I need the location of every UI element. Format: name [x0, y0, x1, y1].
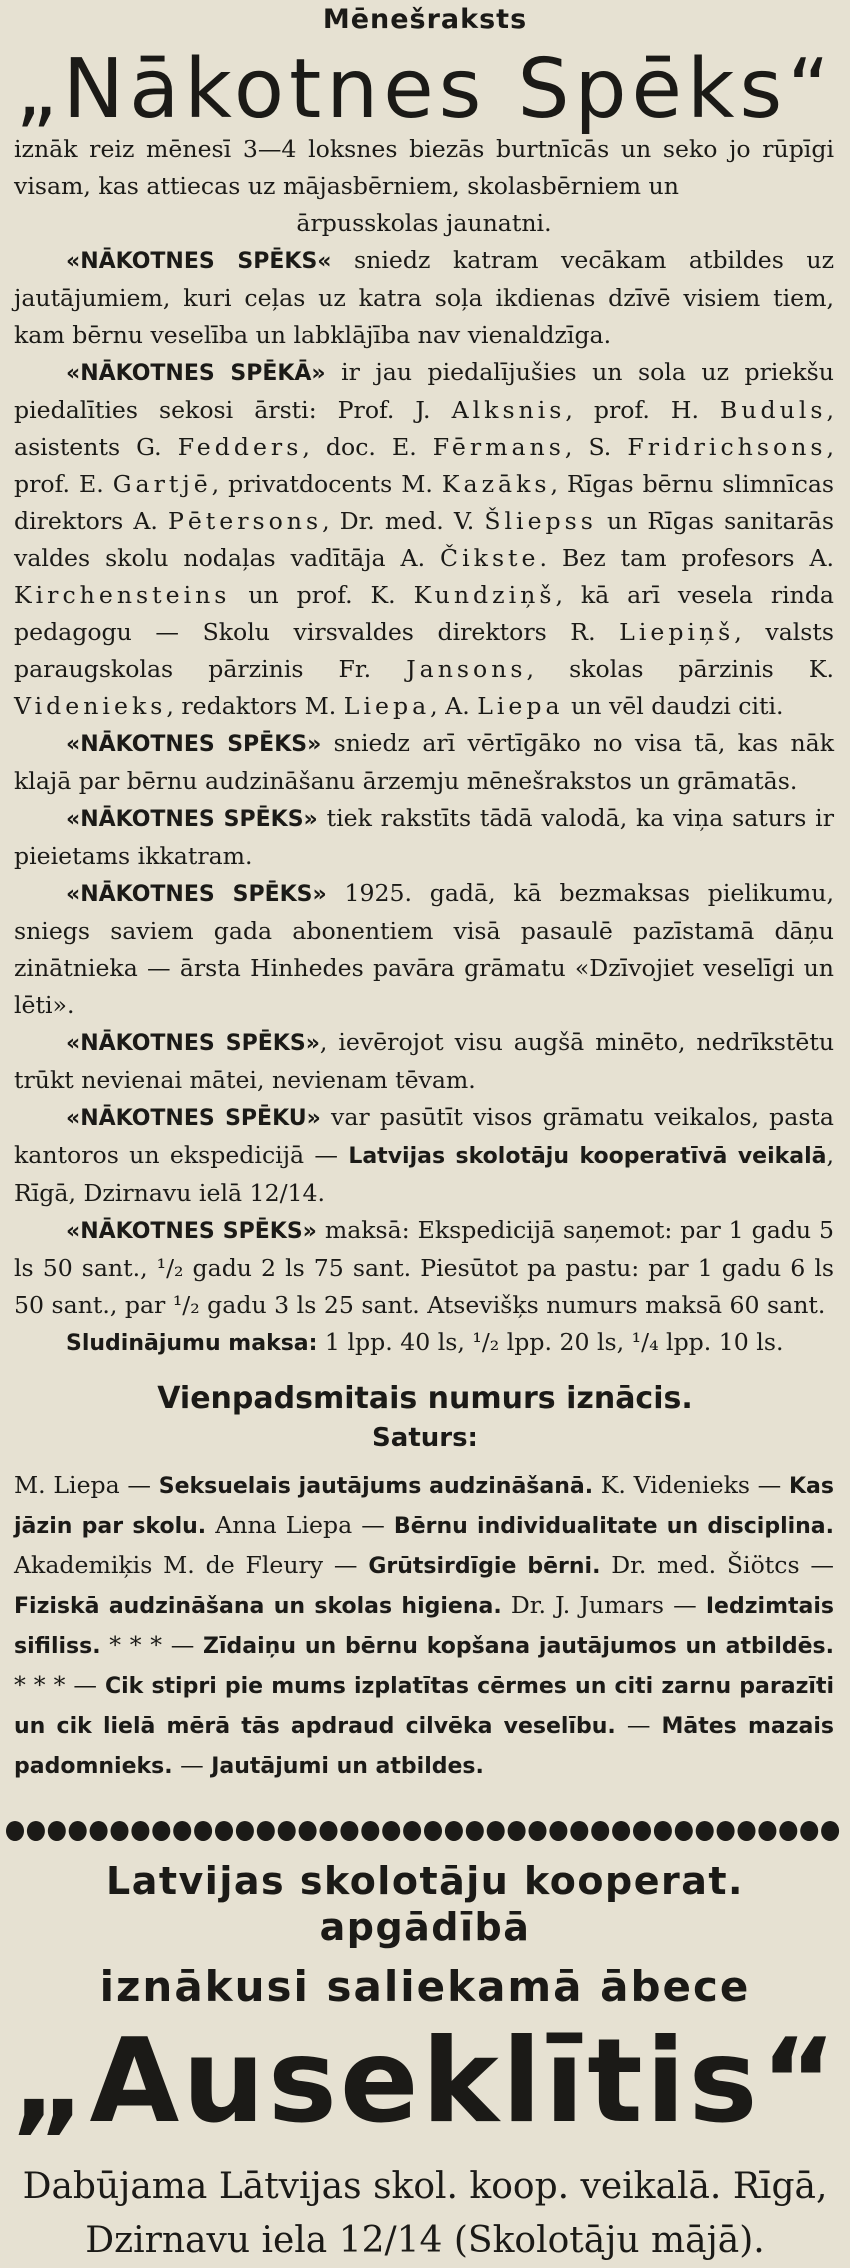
paragraph-text: , prof. H.: [565, 396, 720, 424]
advertisement-body: [14, 131, 834, 1362]
paragraph-3: [14, 725, 834, 800]
brand-name: «NĀKOTNES SPĒKS»: [66, 1031, 320, 1056]
divider-dot: [654, 1821, 672, 1841]
divider-dot: [800, 1821, 818, 1841]
paragraph-text: un prof. K.: [230, 581, 414, 609]
divider-dot: [779, 1821, 797, 1841]
person-name: Kundziņš: [413, 581, 556, 609]
contents-author: * * * —: [14, 1671, 105, 1699]
divider-dot: [278, 1821, 296, 1841]
person-name: Liepa: [343, 692, 431, 720]
kicker: Mēnešraksts: [322, 4, 528, 35]
divider-dot: [508, 1821, 526, 1841]
contents-title: Seksuelais jautājums audzināšanā.: [158, 1474, 594, 1499]
paragraph-7: [14, 1099, 834, 1212]
divider-dot: [6, 1821, 24, 1841]
divider-dot: [340, 1821, 358, 1841]
paragraph-6: [14, 1024, 834, 1099]
intro-text: iznāk reiz mēnesī 3—4 loksnes biezās burtnīcās un seko jo rūpīgi visam, kas attiecas uz mājasbērniem, skolasbērniem un: [14, 135, 834, 200]
paragraph-text: un vēl daudzi citi.: [563, 692, 784, 720]
contents-title: Bērnu individualitate un disciplina.: [393, 1514, 835, 1539]
person-name: Jansons: [406, 655, 527, 683]
divider-dot: [382, 1821, 400, 1841]
paragraph-text: 1925. gadā, kā bezmaksas pielikumu, sniegs saviem gada abonentiem visā pasaulē pazīstamā dāņu zinātnieka — ārsta Hinhedes pavāra grāmatu «Dzīvojiet veselīgi un lēti».: [14, 879, 834, 1019]
person-name: Pētersons: [167, 507, 323, 535]
paragraph-text: , ievērojot visu augšā minēto, nedrīkstētu trūkt nevienai mātei, nevienam tēvam.: [14, 1028, 835, 1094]
person-name: Liepiņš: [619, 618, 735, 646]
person-name: Fedders: [177, 433, 303, 461]
contents-author: Dr. J. Jumars —: [501, 1591, 706, 1619]
divider-dot: [445, 1821, 463, 1841]
person-name: Fērmans: [432, 433, 565, 461]
brand-name: «NĀKOTNES SPĒKU»: [66, 1106, 321, 1131]
publisher-line: Latvijas skolotāju kooperat. apgādībā: [106, 1859, 744, 1949]
contents-author: —: [172, 1751, 212, 1779]
paragraph-4: [14, 800, 834, 875]
contents-author: —: [615, 1711, 662, 1739]
paragraph-text: , valsts paraugskolas pārzinis Fr.: [14, 618, 835, 683]
divider-dot: [403, 1821, 421, 1841]
divider-dot: [570, 1821, 588, 1841]
paragraph-text: tiek rakstīts tādā valodā, ka viņa saturs ir pieietams ikkatram.: [14, 804, 834, 870]
divider-dot: [529, 1821, 547, 1841]
dotted-divider: [6, 1818, 844, 1844]
availability-line-1: Dabūjama Lātvijas skol. koop. veikalā. Rīgā,: [22, 2165, 828, 2207]
divider-dot: [738, 1821, 756, 1841]
person-name: Buduls: [720, 396, 827, 424]
divider-dot: [487, 1821, 505, 1841]
divider-dot: [675, 1821, 693, 1841]
shop-name: Latvijas skolotāju kooperatīvā veikalā: [348, 1144, 827, 1169]
brand-name: «NĀKOTNES SPĒKS»: [66, 807, 318, 832]
paragraph-9: [14, 1324, 834, 1362]
contents-title: Kas jāzin par skolu.: [14, 1474, 834, 1539]
divider-dot: [111, 1821, 129, 1841]
person-name: Liepa: [477, 692, 564, 720]
paragraph-2: [14, 354, 834, 725]
person-name: Kazāks: [441, 470, 551, 498]
contents-title: Iedzimtais sifiliss.: [14, 1594, 834, 1659]
paragraph-text: var pasūtīt visos grāmatu veikalos, pasta kantoros un ekspedicijā —: [14, 1103, 834, 1169]
divider-dot: [90, 1821, 108, 1841]
brand-name: «NĀKOTNES SPĒKS«: [66, 249, 332, 274]
paragraph-text: , Dr. med. V.: [322, 507, 485, 535]
divider-dot: [612, 1821, 630, 1841]
paragraph-text: , doc. E.: [302, 433, 433, 461]
contents-title: Zīdaiņu un bērnu kopšana jautājumos un atbildēs.: [203, 1634, 834, 1659]
paragraph-text: ir jau piedalījušies un sola uz priekšu piedalīties sekosi ārsti: Prof. J.: [14, 358, 834, 424]
contents-author: Dr. med. Šiötcs —: [600, 1551, 834, 1579]
intro-last-line: [14, 205, 834, 242]
contents-title: Jautājumi un atbildes.: [211, 1754, 484, 1779]
paragraph-text: sniedz arī vērtīgāko no visa tā, kas nāk klajā par bērnu audzināšanu ārzemju mēnešrakstos un grāmatās.: [14, 729, 835, 795]
paragraph-text: , A.: [430, 692, 478, 720]
paragraph-text: , asistents G.: [14, 396, 834, 461]
divider-dot: [717, 1821, 735, 1841]
person-name: Gartjē: [112, 470, 212, 498]
paragraph-text: , Rīgas bērnu slimnīcas direktors A.: [14, 470, 834, 535]
person-name: Alksnis: [451, 396, 566, 424]
contents-author: M. Liepa —: [14, 1471, 159, 1499]
masthead-title: „Nākotnes Spēks“: [15, 42, 835, 137]
divider-dot: [633, 1821, 651, 1841]
paragraph-text: , redaktors M.: [166, 692, 344, 720]
book-title: „Auseklītis“: [10, 2014, 840, 2149]
brand-name: «NĀKOTNES SPĒKS»: [66, 732, 322, 757]
brand-name: «NĀKOTNES SPĒKS»: [66, 1219, 317, 1244]
divider-dot: [696, 1821, 714, 1841]
availability-line-2: Dzirnavu iela 12/14 (Skolotāju mājā).: [85, 2219, 765, 2261]
intro-paragraph: [14, 131, 834, 205]
contents-list: [14, 1466, 834, 1786]
contents-title: Fiziskā audzināšana un skolas higiena.: [14, 1594, 502, 1619]
divider-dot: [215, 1821, 233, 1841]
paragraph-text: maksā: Ekspedicijā saņemot: par 1 gadu 5 ls 50 sant., ¹/₂ gadu 2 ls 75 sant. Piesūtot pa pastu: par 1 gadu 6 ls 50 sant., par ¹/₂ gadu 3 ls 25 sant. Atsevišķs numurs maksā 60 sant.: [14, 1216, 834, 1319]
divider-dot: [257, 1821, 275, 1841]
brand-name: «NĀKOTNES SPĒKĀ»: [66, 361, 326, 386]
person-name: Šliepss: [484, 507, 597, 535]
divider-dot: [27, 1821, 45, 1841]
divider-dot: [424, 1821, 442, 1841]
divider-dot: [194, 1821, 212, 1841]
contents-author: Akademiķis M. de Fleury —: [14, 1551, 369, 1579]
issue-heading: Vienpadsmitais numurs iznācis.: [157, 1381, 693, 1416]
paragraph-text: , privatdocents M.: [211, 470, 442, 498]
intro-text-end: ārpusskolas jaunatni.: [296, 209, 552, 237]
paragraph-text: , kā arī vesela rinda pedagogu — Skolu virsvaldes direktors R.: [14, 581, 835, 646]
divider-dot: [236, 1821, 254, 1841]
ad-rates-label: Sludinājumu maksa:: [66, 1331, 318, 1356]
paragraph-text: sniedz katram vecākam atbildes uz jautājumiem, kuri ceļas uz katra soļa ikdienas dzīvē visiem tiem, kam bērnu veselība un labklājība nav vienaldzīga.: [14, 246, 834, 349]
divider-dot: [466, 1821, 484, 1841]
contents-author: K. Videnieks —: [593, 1471, 789, 1499]
divider-dot: [69, 1821, 87, 1841]
divider-dot: [821, 1821, 839, 1841]
contents-title: Mātes mazais padomnieks.: [14, 1714, 834, 1779]
divider-dot: [173, 1821, 191, 1841]
announcement-line: iznākusi saliekamā ābece: [99, 1962, 751, 2011]
divider-dot: [549, 1821, 567, 1841]
auseklitis-advertisement: [0, 1858, 850, 2268]
divider-dot: [48, 1821, 66, 1841]
paragraph-text: , skolas pārzinis K.: [526, 655, 834, 683]
person-name: Čikste: [440, 544, 540, 572]
contents-title: Cik stipri pie mums izplatītas cērmes un citi zarnu parazīti un cik lielā mērā tās apdraud cilvēka veselību.: [14, 1674, 834, 1739]
paragraph-text: . Bez tam profesors A.: [539, 544, 834, 572]
paragraph-text: 1 lpp. 40 ls, ¹/₂ lpp. 20 ls, ¹/₄ lpp. 10 ls.: [317, 1328, 784, 1356]
divider-dot: [320, 1821, 338, 1841]
person-name: Fridrichsons: [627, 433, 827, 461]
brand-name: «NĀKOTNES SPĒKS»: [66, 882, 327, 907]
person-name: Videnieks: [14, 692, 167, 720]
paragraph-text: , Rīgā, Dzirnavu ielā 12/14.: [14, 1141, 834, 1207]
contents-title: Grūtsirdīgie bērni.: [368, 1554, 601, 1579]
divider-dot: [758, 1821, 776, 1841]
divider-dot: [131, 1821, 149, 1841]
contents-heading: Saturs:: [372, 1423, 478, 1453]
divider-dot: [152, 1821, 170, 1841]
contents-author: Anna Liepa —: [206, 1511, 394, 1539]
divider-dot: [299, 1821, 317, 1841]
person-name: Kirchensteins: [14, 581, 231, 609]
paragraph-text: un Rīgas sanitarās valdes skolu nodaļas vadītāja A.: [14, 507, 834, 572]
divider-dot: [591, 1821, 609, 1841]
paragraph-text: , S.: [564, 433, 628, 461]
divider-dot: [361, 1821, 379, 1841]
paragraph-1: [14, 242, 834, 354]
paragraph-5: [14, 875, 834, 1024]
contents-author: * * * —: [100, 1631, 204, 1659]
paragraph-text: , prof. E.: [14, 433, 834, 498]
paragraph-8: [14, 1212, 834, 1324]
